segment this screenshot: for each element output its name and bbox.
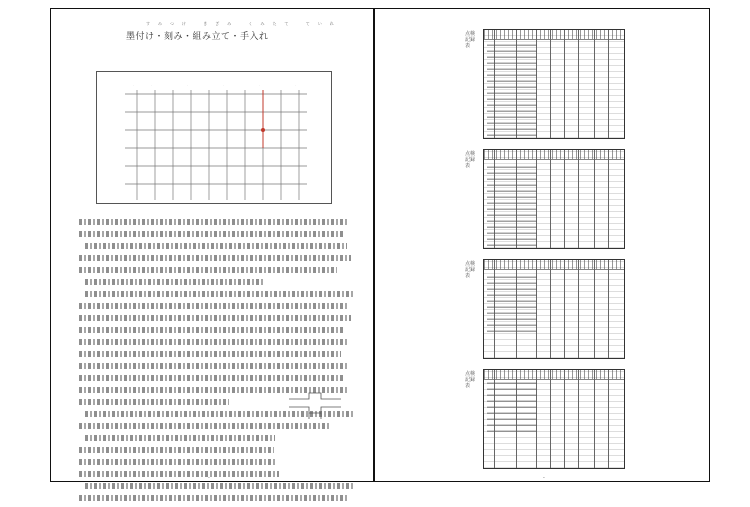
- left-page: [51, 9, 373, 481]
- svg-text:·: ·: [187, 83, 188, 87]
- record-form-2: [483, 149, 625, 249]
- svg-text:·: ·: [295, 83, 296, 87]
- left-page-number: -: [208, 475, 210, 481]
- svg-text:·: ·: [151, 83, 152, 87]
- record-form-4: [483, 369, 625, 469]
- document-spread: [50, 8, 710, 482]
- record-form-3: [483, 259, 625, 359]
- page-title: 墨付け・刻み・組み立て・手入れ: [126, 32, 269, 42]
- grid-diagram: [96, 71, 332, 204]
- title-furigana: すみつけ きざみ くみたて ていれ: [146, 21, 342, 26]
- svg-text:·: ·: [223, 83, 224, 87]
- grid-lines: [125, 90, 307, 200]
- right-page: [375, 9, 709, 481]
- red-marker: [261, 128, 265, 132]
- svg-text:·: ·: [133, 83, 134, 87]
- handwritten-text-block: [79, 219, 354, 507]
- record-form-1: [483, 29, 625, 139]
- form-label-3: 点検記録表: [465, 261, 476, 279]
- svg-text:·: ·: [259, 83, 260, 87]
- joint-sketch: [283, 385, 347, 423]
- form-label-1: 点検記録表: [465, 31, 476, 49]
- form-label-2: 点検記録表: [465, 151, 476, 169]
- right-page-number: -: [543, 475, 545, 481]
- form-label-4: 点検記録表: [465, 371, 476, 389]
